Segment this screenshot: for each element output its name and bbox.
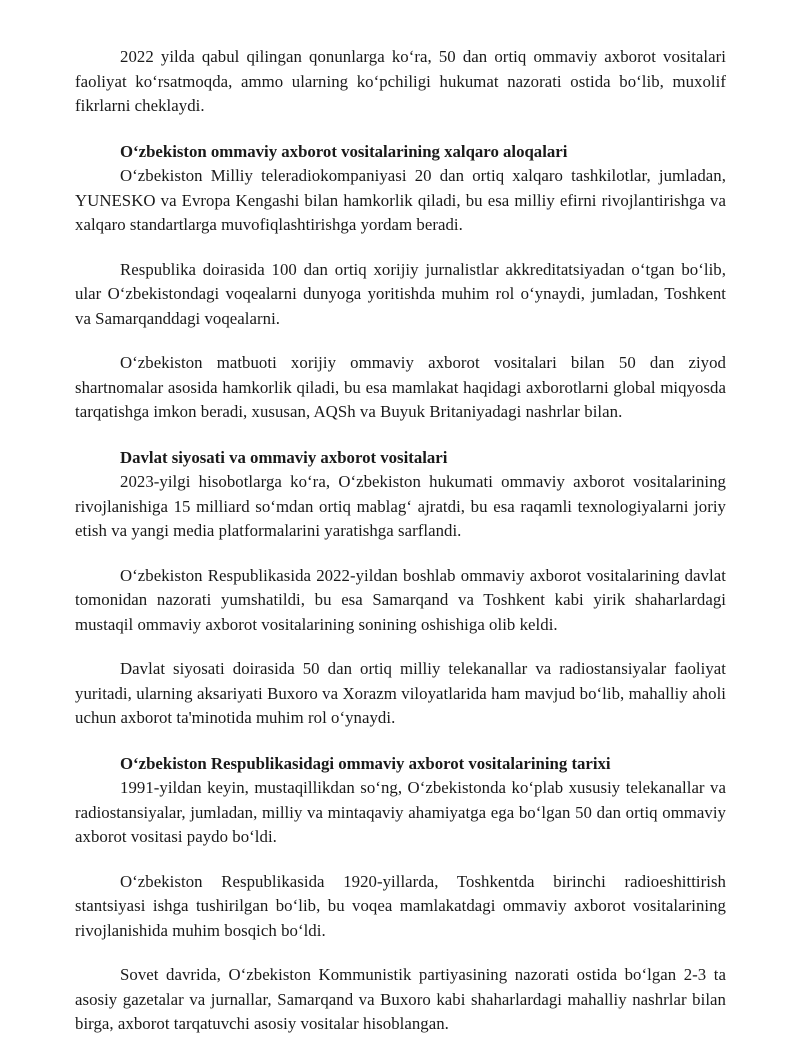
paragraph: O‘zbekiston Respublikasida 2022-yildan boshlab ommaviy axborot vositalarining davlat tomonidan nazorati yumshatildi, bu esa Samarqand va Toshkent kabi yirik shaharlardagi mustaqil ommaviy axborot vositalarining sonining oshishiga olib keldi. <box>75 565 726 634</box>
section-heading: O‘zbekiston Respublikasidagi ommaviy axborot vositalarining tarixi <box>120 753 611 773</box>
document-page <box>75 0 726 1037</box>
paragraph: Sovet davrida, O‘zbekiston Kommunistik partiyasining nazorati ostida bo‘lgan 2-3 ta asosiy gazetalar va jurnallar, Samarqand va Buxoro kabi shaharlardagi mahalliy nashrlar bilan birga, axborot tarqatuvchi asosiy vositalar hisoblangan. <box>75 965 726 1033</box>
paragraph: 2023-yilgi hisobotlarga ko‘ra, O‘zbekiston hukumati ommaviy axborot vositalarining rivojlanishiga 15 milliard so‘mdan ortiq mablag‘ ajratdi, bu esa raqamli texnologiyalarni joriy etish va yangi media platformalarini yaratishga sarflandi. <box>75 472 726 540</box>
paragraph: 1991-yildan keyin, mustaqillikdan so‘ng, O‘zbekistonda ko‘plab xususiy telekanallar va radiostansiyalar, jumladan, milliy va mintaqaviy ahamiyatga ega bo‘lgan 50 dan ortiq ommaviy axborot vositasi paydo bo‘ldi. <box>75 778 726 846</box>
paragraph: O‘zbekiston Milliy teleradiokompaniyasi 20 dan ortiq xalqaro tashkilotlar, jumladan, YUNESKO va Evropa Kengashi bilan hamkorlik qiladi, bu esa milliy efirni rivojlantirishga va xalqaro standartlarga muvofiqlashtirishga yordam beradi. <box>75 166 726 234</box>
paragraph: O‘zbekiston Respublikasida 1920-yillarda, Toshkentda birinchi radioeshittirish stantsiyasi ishga tushirilgan bo‘lib, bu voqea mamlakatdagi ommaviy axborot vositalarining rivojlanishida muhim bosqich bo‘ldi. <box>75 871 726 940</box>
section-heading: Davlat siyosati va ommaviy axborot vositalari <box>120 447 448 467</box>
paragraph: Davlat siyosati doirasida 50 dan ortiq milliy telekanallar va radiostansiyalar faoliyat yuritadi, ularning aksariyati Buxoro va Xorazm viloyatlarida ham mavjud bo‘lib, mahalliy aholi uchun axborot ta'minotida muhim rol o‘ynaydi. <box>75 659 726 727</box>
paragraph: 2022 yilda qabul qilingan qonunlarga ko‘ra, 50 dan ortiq ommaviy axborot vositalari faoliyat ko‘rsatmoqda, ammo ularning ko‘pchiligi hukumat nazorati ostida bo‘lib, muxolif fikrlarni cheklaydi. <box>75 47 726 115</box>
section-heading: O‘zbekiston ommaviy axborot vositalarining xalqaro aloqalari <box>120 141 568 161</box>
paragraph: Respublika doirasida 100 dan ortiq xorijiy jurnalistlar akkreditatsiyadan o‘tgan bo‘lib, ular O‘zbekistondagi voqealarni dunyoga yoritishda muhim rol o‘ynaydi, jumladan, Toshkent va Samarqanddagi voqealarni. <box>75 259 726 328</box>
paragraph: O‘zbekiston matbuoti xorijiy ommaviy axborot vositalari bilan 50 dan ziyod shartnomalar asosida hamkorlik qiladi, bu esa mamlakat haqidagi axborotlarni global miqyosda tarqatishga imkon beradi, xususan, AQSh va Buyuk Britaniyadagi nashrlar bilan. <box>75 353 726 421</box>
